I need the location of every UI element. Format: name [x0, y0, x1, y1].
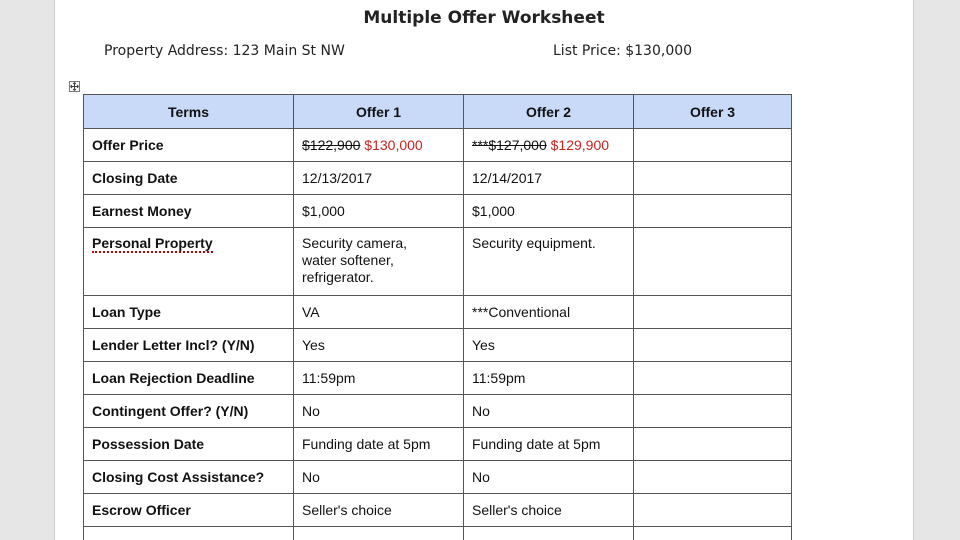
- offer-1-cell[interactable]: 11:59pm: [294, 362, 464, 395]
- offer-1-cell[interactable]: Yes: [294, 329, 464, 362]
- property-address: Property Address: 123 Main St NW: [104, 43, 345, 59]
- revised-price: $130,000: [364, 137, 423, 153]
- offer-3-cell[interactable]: [634, 129, 792, 162]
- table-row: [84, 461, 792, 494]
- offer-2-cell[interactable]: 12/14/2017: [464, 162, 634, 195]
- old-price: ***$127,000: [472, 137, 547, 153]
- document-title: Multiple Offer Worksheet: [363, 8, 605, 28]
- term-cell[interactable]: Closing Cost Assistance?: [84, 461, 294, 494]
- table-row: [84, 428, 792, 461]
- offer-3-cell[interactable]: [634, 527, 792, 540]
- cell-line: water softener,: [302, 252, 394, 268]
- table-row: [84, 395, 792, 428]
- offer-1-cell[interactable]: No: [294, 461, 464, 494]
- old-price: $122,900: [302, 137, 361, 153]
- term-cell[interactable]: Offer Price: [84, 129, 294, 162]
- offer-3-cell[interactable]: [634, 162, 792, 195]
- offer-1-cell[interactable]: [294, 228, 464, 296]
- term-cell[interactable]: Closing Date: [84, 162, 294, 195]
- table-row: [84, 195, 792, 228]
- term-cell[interactable]: Possession Date: [84, 428, 294, 461]
- offer-3-cell[interactable]: [634, 395, 792, 428]
- move-arrows-icon[interactable]: [69, 81, 80, 92]
- offer-2-cell[interactable]: No: [464, 461, 634, 494]
- offer-1-cell[interactable]: VA: [294, 296, 464, 329]
- cell-line: Security camera,: [302, 235, 408, 251]
- offer-3-cell[interactable]: [634, 195, 792, 228]
- offer-3-cell[interactable]: [634, 461, 792, 494]
- term-cell[interactable]: Loan Rejection Deadline: [84, 362, 294, 395]
- offer-1-cell[interactable]: Seller's choice: [294, 494, 464, 527]
- table-row: [84, 129, 792, 162]
- offer-3-cell[interactable]: [634, 228, 792, 296]
- offer-1-cell[interactable]: Funding date at 5pm: [294, 428, 464, 461]
- table-row: [84, 527, 792, 540]
- offer-2-cell[interactable]: No: [464, 395, 634, 428]
- header-offer-1[interactable]: Offer 1: [294, 95, 464, 129]
- revised-price: $129,900: [550, 137, 610, 153]
- offer-1-cell[interactable]: [294, 129, 464, 162]
- offer-3-cell[interactable]: [634, 428, 792, 461]
- offer-2-cell[interactable]: ***Conventional: [464, 296, 634, 329]
- offer-2-cell[interactable]: [464, 129, 634, 162]
- term-cell[interactable]: Escrow Officer: [84, 494, 294, 527]
- term-cell[interactable]: [84, 527, 294, 540]
- header-terms[interactable]: Terms: [84, 95, 294, 129]
- offer-2-cell[interactable]: 11:59pm: [464, 362, 634, 395]
- header-offer-2[interactable]: Offer 2: [464, 95, 634, 129]
- term-cell[interactable]: Lender Letter Incl? (Y/N): [84, 329, 294, 362]
- offer-2-cell[interactable]: Seller's choice: [464, 494, 634, 527]
- term-cell[interactable]: Loan Type: [84, 296, 294, 329]
- offer-2-cell[interactable]: Yes: [464, 329, 634, 362]
- term-text: Personal Property: [92, 235, 213, 251]
- offer-3-cell[interactable]: [634, 296, 792, 329]
- offer-3-cell[interactable]: [634, 494, 792, 527]
- offer-2-cell[interactable]: Security equipment.: [464, 228, 634, 296]
- offer-1-cell[interactable]: No: [294, 395, 464, 428]
- term-cell[interactable]: [84, 228, 294, 296]
- offer-1-cell[interactable]: $1,000: [294, 195, 464, 228]
- table-row: [84, 494, 792, 527]
- offer-2-cell[interactable]: Funding date at 5pm: [464, 428, 634, 461]
- offer-3-cell[interactable]: [634, 362, 792, 395]
- table-row: [84, 362, 792, 395]
- table-row: [84, 296, 792, 329]
- header-offer-3[interactable]: Offer 3: [634, 95, 792, 129]
- offer-table: [83, 94, 792, 540]
- offer-1-cell[interactable]: 12/13/2017: [294, 162, 464, 195]
- term-cell[interactable]: Contingent Offer? (Y/N): [84, 395, 294, 428]
- list-price: List Price: $130,000: [553, 43, 693, 59]
- table-row: [84, 162, 792, 195]
- offer-2-cell[interactable]: $1,000: [464, 195, 634, 228]
- term-cell[interactable]: Earnest Money: [84, 195, 294, 228]
- cell-line: refrigerator.: [302, 269, 374, 285]
- table-row: [84, 228, 792, 296]
- offer-2-cell[interactable]: [464, 527, 634, 540]
- table-header-row: [84, 95, 792, 129]
- offer-3-cell[interactable]: [634, 329, 792, 362]
- document-page: [54, 0, 914, 540]
- table-row: [84, 329, 792, 362]
- offer-1-cell[interactable]: [294, 527, 464, 540]
